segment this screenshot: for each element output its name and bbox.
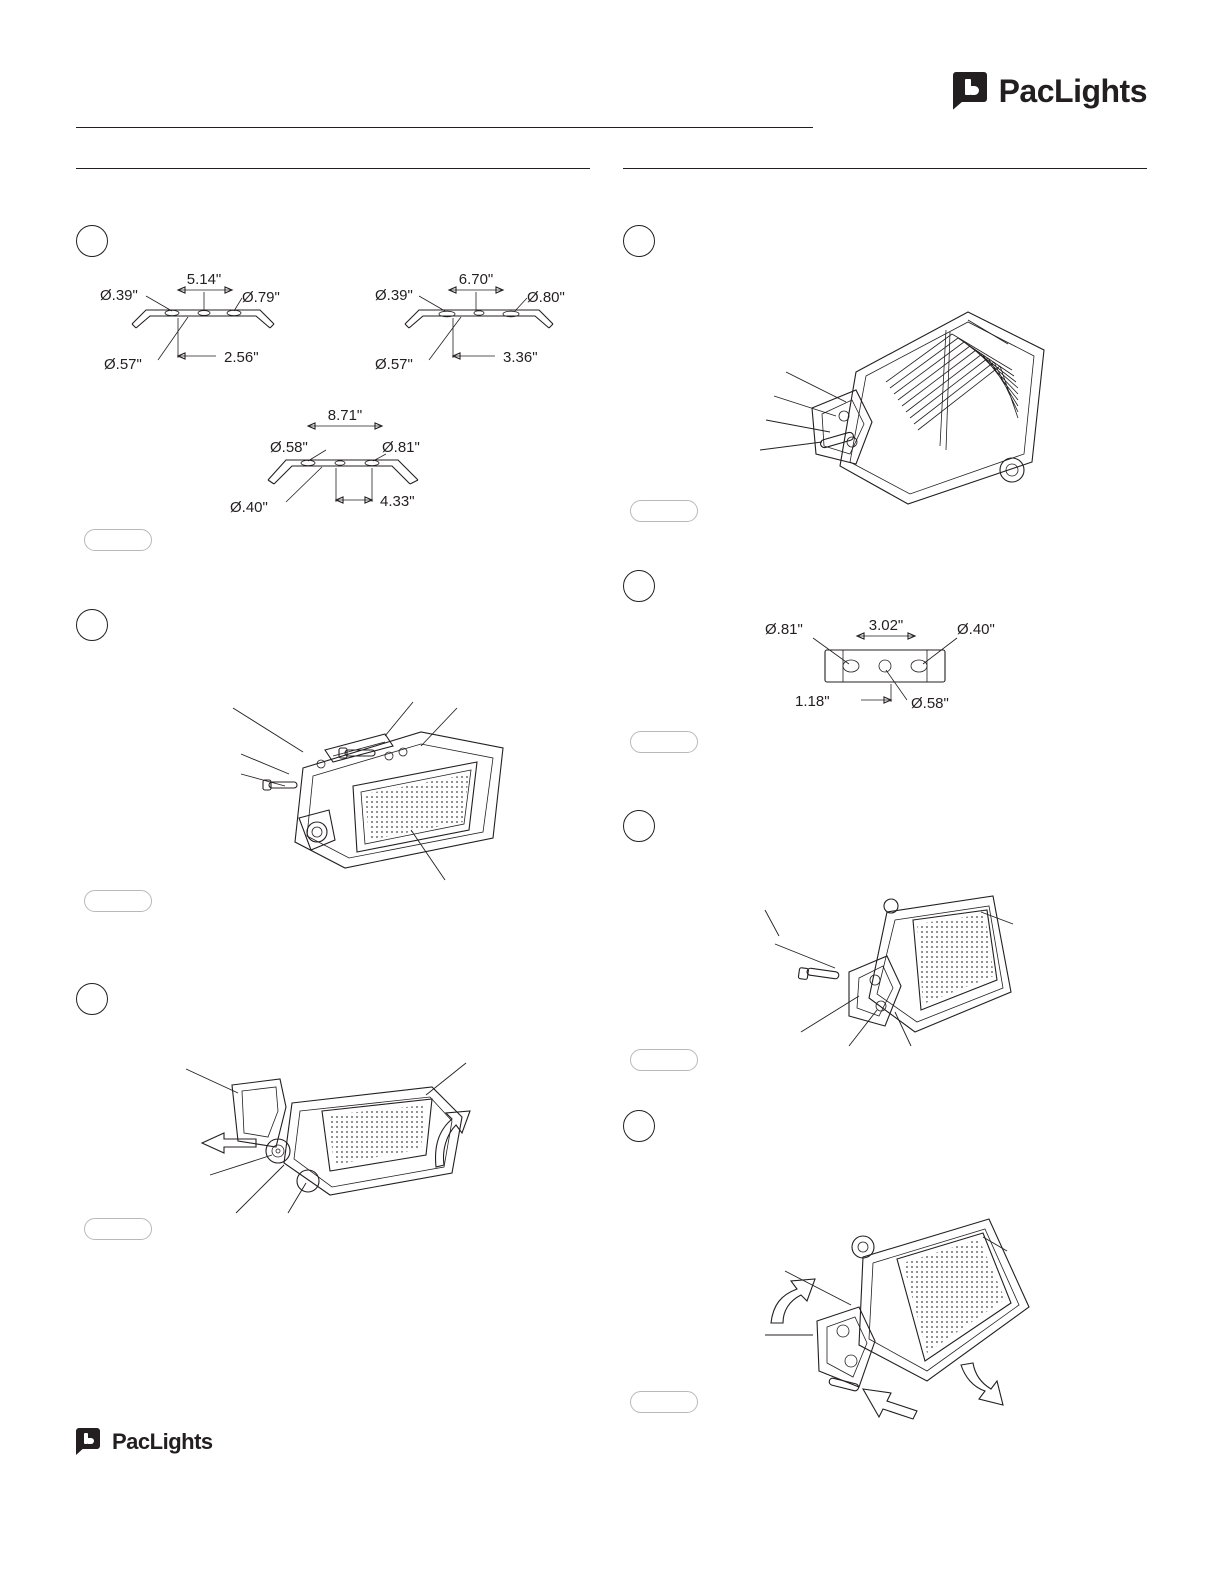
bracket-dimension-medium <box>375 262 590 377</box>
dim-span: 3.36" <box>503 349 538 366</box>
caption-pill-2 <box>84 890 152 912</box>
dim-span: 2.56" <box>224 349 259 366</box>
paclights-logo-header <box>953 72 1147 110</box>
step-marker-7 <box>623 1110 655 1142</box>
caption-pill-6 <box>630 1049 698 1071</box>
dim-height: 1.18" <box>795 693 830 710</box>
dim-hole-right: Ø.80" <box>527 289 565 306</box>
dim-hole-right: Ø.40" <box>957 621 995 638</box>
dim-hole-right: Ø.81" <box>382 439 420 456</box>
floodlight-bracket-attachment-view <box>765 880 1055 1060</box>
paclights-mark-icon-footer <box>76 1428 100 1455</box>
step-marker-3 <box>76 983 108 1015</box>
left-column-divider <box>76 168 590 169</box>
dim-hole-left: Ø.81" <box>765 621 803 638</box>
dim-hole-bottom: Ø.57" <box>375 356 413 373</box>
dim-width: 8.71" <box>327 407 363 424</box>
caption-pill-3 <box>84 1218 152 1240</box>
dim-width: 6.70" <box>458 271 494 288</box>
dim-width: 3.02" <box>868 617 904 634</box>
brand-name-footer: PacLights <box>112 1428 213 1454</box>
floodlight-rear-assembly-view <box>760 290 1060 510</box>
dim-hole-bottom: Ø.57" <box>104 356 142 373</box>
right-column-divider <box>623 168 1147 169</box>
step-marker-2 <box>76 609 108 641</box>
dim-width: 5.14" <box>186 271 222 288</box>
dim-hole-bottom: Ø.40" <box>230 499 268 516</box>
paclights-mark-icon <box>953 72 987 110</box>
step-marker-5 <box>623 570 655 602</box>
dim-hole-left: Ø.58" <box>270 439 308 456</box>
step-marker-4 <box>623 225 655 257</box>
brand-name: PacLights <box>998 72 1147 109</box>
caption-pill-7 <box>630 1391 698 1413</box>
step-marker-1 <box>76 225 108 257</box>
header-divider <box>76 127 813 128</box>
caption-pill-5 <box>630 731 698 753</box>
dim-hole-bottom: Ø.58" <box>911 695 949 712</box>
caption-pill-4 <box>630 500 698 522</box>
floodlight-exploded-front-view <box>225 690 545 890</box>
dim-hole-right: Ø.79" <box>242 289 280 306</box>
bracket-dimension-large <box>230 400 455 520</box>
step-marker-6 <box>623 810 655 842</box>
dim-hole-left: Ø.39" <box>100 287 138 304</box>
paclights-logo-footer <box>76 1428 213 1455</box>
caption-pill-1 <box>84 529 152 551</box>
bracket-dimension-small <box>100 262 310 377</box>
dim-hole-left: Ø.39" <box>375 287 413 304</box>
mounting-plate-dimension <box>765 608 1015 718</box>
floodlight-rotation-adjustment-view <box>755 1195 1095 1425</box>
floodlight-knuckle-adjustment-view <box>180 1055 520 1215</box>
dim-span: 4.33" <box>380 493 415 510</box>
